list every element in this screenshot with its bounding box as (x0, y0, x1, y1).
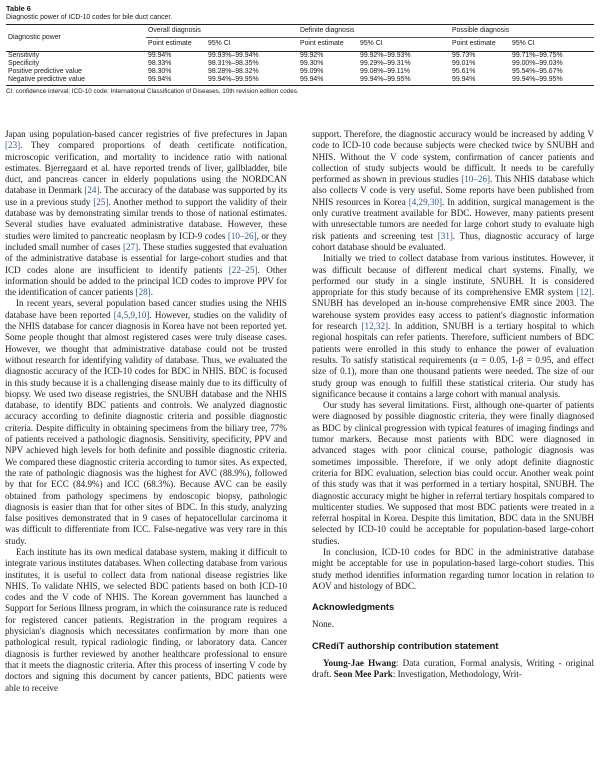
table-label: Table 6 (6, 4, 31, 13)
credit-heading: CRediT authorship contribution statement (312, 640, 499, 651)
citation-link[interactable]: [23] (5, 140, 21, 151)
author-name: Young-Jae Hwang (323, 658, 396, 669)
table-cell: 99.94%–99.95% (512, 76, 563, 84)
table-cell: 99.92%–99.93% (360, 51, 411, 59)
table-row (6, 60, 594, 68)
table-cell: 99.94% (452, 76, 476, 84)
right-column (312, 129, 594, 681)
row-label: Positive predictive value (8, 68, 82, 76)
acknowledgments-text: None. (312, 619, 334, 630)
table-6 (6, 4, 594, 96)
table-row (6, 51, 594, 60)
right-paragraph-2: Initially we tried to collect database from various institutes. However, it was difficult because of different medical chart systems. Finally, we performed our study in a single institute, SNUBH. It is considered appropriate for this study because of its comprehensive EMR system [12]. SNUBH has developed an in-house comprehensive EMR since 2003. The warehouse system provides easy access to patient's diagnostic information for research [12,32]. In addition, SNUBH is a tertiary hospital to which regional hospitals can refer patients. Therefore, sufficient numbers of BDC patients were enrolled in this study to enhance the power of evaluation results. To satisfy statistical requirements (α = 0.05, 1-β = 0.95, and effect size of 0.1), more than one thousand patients were needed. The size of our study group was enough to fulfill these statistical criteria. Our study has significance because it contains a large cohort with manual analysis. (312, 253, 594, 399)
table-row (6, 68, 594, 76)
table-cell: 99.94% (148, 51, 172, 59)
left-column (5, 129, 287, 694)
credit-statement: Young-Jae Hwang: Data curation, Formal analysis, Writing - original draft. Seon Mee Park: Investigation, Methodology, Writ- (312, 658, 594, 680)
table-cell: 99.94%–99.95% (208, 76, 259, 84)
left-paragraph-2: In recent years, several population based cancer studies using the NHIS database have been reported [4,5,9,10]. However, studies on the validity of the NHIS database for cancer diagnosis in Korea have not been reported yet. Some people thought that almost registered cases were truly disease cases. However, we thought that administrative database could not be trusted without research for identifying validity of database. Thus, we evaluated the diagnostic accuracy of the ICD-10 codes for BDC in NHIS. BDC is focused in this study because it is a challenging disease mainly due to its difficulty of biopsy. We used two disease registries, the SNUBH database and the NHIS database, to identify BDC patients and controls. We analyzed diagnostic accuracy according to definite diagnostic criteria and possible diagnostic criteria. Despite difficulty in obtaining specimens from the biliary tree, 77% of patients received a pathologic diagnosis. Sensitivity, specificity, PPV and NPV achieved high levels for both definite and possible diagnostic criteria. We compared these diagnostic criteria according to tumor sites. As expected, the rate of pathologic diagnosis was the highest for AVC (88.9%), followed by that for ECC (84.9%) and ICC (68.3%). Because AVC can be easily obtained from pathology specimens by endoscopic biopsy, pathologic diagnosis is easier than that for other sites of BDC. In this study, analyzing false positives demonstrated that in 9 cases of hepatocellular carcinoma it was difficult to differentiate from ICC. False-negative was very rare in this study. (5, 298, 287, 546)
author-name: Seon Mee Park (333, 669, 393, 680)
table-cell: 95.61% (452, 68, 476, 76)
group-header-definite: Definite diagnosis (298, 25, 450, 38)
table-cell: 99.01% (452, 59, 476, 67)
citation-link[interactable]: [4,29,30] (408, 196, 443, 207)
table-cell: 95.54%–95.67% (512, 68, 563, 76)
table-cell: 99.93%–99.94% (208, 51, 259, 59)
sub-header-ci: 95% CI (208, 40, 231, 48)
citation-link[interactable]: [24] (84, 185, 100, 196)
table-cell: 98.30% (148, 68, 172, 76)
table-cell: 99.30% (300, 59, 324, 67)
right-paragraph-4: In conclusion, ICD-10 codes for BDC in the administrative database might be acceptable for use in population-based large-cohort studies. This study method identifies information regarding tumor location in relation to AOV and histology of BDC. (312, 546, 594, 591)
citation-link[interactable]: [25] (93, 196, 109, 207)
table-cell: 98.31%–98.35% (208, 59, 259, 67)
table-cell: 99.94% (148, 76, 172, 84)
citation-link[interactable]: [27] (122, 241, 139, 252)
table-cell: 99.92% (300, 51, 324, 59)
table-cell: 99.73% (452, 51, 476, 59)
row-label: Sensitivity (8, 51, 40, 59)
group-header-overall: Overall diagnosis (146, 25, 298, 38)
table-cell: 98.33% (148, 59, 172, 67)
sub-header-ci: 95% CI (512, 40, 535, 48)
row-label: Specificity (8, 59, 40, 67)
table-row (6, 76, 594, 85)
table-caption: Diagnostic power of ICD-10 codes for bile duct cancer. (6, 14, 173, 21)
sub-header-point-estimate: Point estimate (300, 40, 344, 48)
table-cell: 98.28%–98.32% (208, 68, 259, 76)
acknowledgments-heading: Acknowledgments (312, 602, 395, 613)
group-header-possible: Possible diagnosis (450, 25, 594, 38)
table-cell: 99.29%–99.31% (360, 59, 411, 67)
table-cell: 99.08%–99.11% (360, 68, 411, 76)
table-footnote: CI: confidence interval; ICD-10 code: International Classification of Diseases, 10th revision edition codes. (6, 87, 299, 95)
corner-header: Diagnostic power (8, 33, 61, 41)
table-cell: 99.71%–99.75% (512, 51, 563, 59)
right-paragraph-3: Our study has several limitations. First, although one-quarter of patients were diagnosed by possible diagnostic criteria, they were finally diagnosed as BDC by clinical progression with typical features of imaging findings and tumor markers. Because most patients with BDC were diagnosed in advanced stages with poor clinical course, pathologic diagnosis was sometimes impossible. Therefore, if we only adopt definite diagnostic criteria for BDC evaluation, selection bias could occur. Another weak point of this study was that it was performed in a tertiary hospital, SNUBH. The diagnostic accuracy might be higher in referral tertiary hospitals compared to multicenter studies. We supposed that most BDC patients were treated in a referral hospital in Korea. Despite this limitation, BDC data in the SNUBH selected by ICD-10 could be acceptable for population-based large-cohort studies. (312, 400, 594, 546)
table-cell: 99.94% (300, 76, 324, 84)
table-cell: 99.94%–99.95% (360, 76, 411, 84)
citation-link[interactable]: [10–26] (461, 174, 491, 185)
table-cell: 99.09% (300, 68, 324, 76)
citation-link[interactable]: [31] (437, 230, 453, 241)
citation-link[interactable]: [28] (135, 287, 151, 298)
left-paragraph-3: Each institute has its own medical database system, making it difficult to integrate various institutes databases. When collecting database from various institutes, it is useful to collect data from national disease registries like NHIS. To validate NHIS, we selected BDC patients based on both ICD-10 codes and the V code of NHIS. The Korean government has launched a Support for Serious Illness program, in which the coinsurance rate is reduced for registered cancer patients. Registration in the program requires a physician's diagnosis which necessitates confirmation by more than one pathological result, typical radiologic finding, or laboratory data. Cancer diagnosis is further reviewed by another healthcare professional to ensure that it meets the diagnostic criteria. After this process of inserting V code by doctors and signing this document by cancer patients, BDC patients were able to receive (5, 546, 287, 693)
citation-link[interactable]: [22–25] (228, 264, 258, 275)
citation-link[interactable]: [4,5,9,10] (113, 309, 150, 320)
table-cell: 99.00%–99.03% (512, 59, 563, 67)
citation-link[interactable]: [12] (576, 287, 592, 298)
diagnostic-power-table (6, 24, 594, 86)
sub-header-ci: 95% CI (360, 40, 383, 48)
row-label: Negative predictive value (8, 76, 85, 84)
left-paragraph-1: Japan using population-based cancer registries of five prefectures in Japan [23]. They compared proportions of death certificate notification, microscopic verification, and mortality to incidence ratio with national estimates. Bjerregaard et al. have reported trends of liver, gallbladder, bile duct, and pancreas cancer in elderly populations using the NORDCAN database in Denmark [24]. The accuracy of the database was supported by its use in a previous study [25]. Another method to support the validity of their database was by demonstrating similar trends to those of national estimates. Several studies have evaluated administrative database. However, these studies were limited to pancreatic neoplasm by ICD-9 codes [10–26], or they included small number of cases [27]. These studies suggested that evaluation of the administrative database is essential for large-cohort studies and that ICD codes alone are insufficient to identify patients [22–25]. Other information should be added to the principal ICD codes to improve PPV for the identification of cancer patients [28]. (5, 129, 287, 298)
sub-header-point-estimate: Point estimate (148, 40, 192, 48)
sub-header-point-estimate: Point estimate (452, 40, 496, 48)
right-paragraph-1: support. Therefore, the diagnostic accuracy would be increased by adding V code to ICD-10 code because subjects were checked twice by SNUBH and NHIS. Without the V code system, confirmation of cancer patients and collection of study subjects would be difficult. It needs to be carefully performed as shown in previous studies [10–26]. This NHIS database which also collects V code is very useful. Some reports have been published from NHIS resources in Korea [4,29,30]. In addition, surgical management is the only curative treatment available for BDC. However, many patients present with unresectable tumors are needed for large cohort study to evaluate high risk patients and screening test [31]. Thus, diagnostic accuracy of large cohort database should be evaluated. (312, 129, 594, 252)
citation-link[interactable]: [10–26] (227, 230, 257, 241)
citation-link[interactable]: [12,32] (361, 321, 389, 332)
